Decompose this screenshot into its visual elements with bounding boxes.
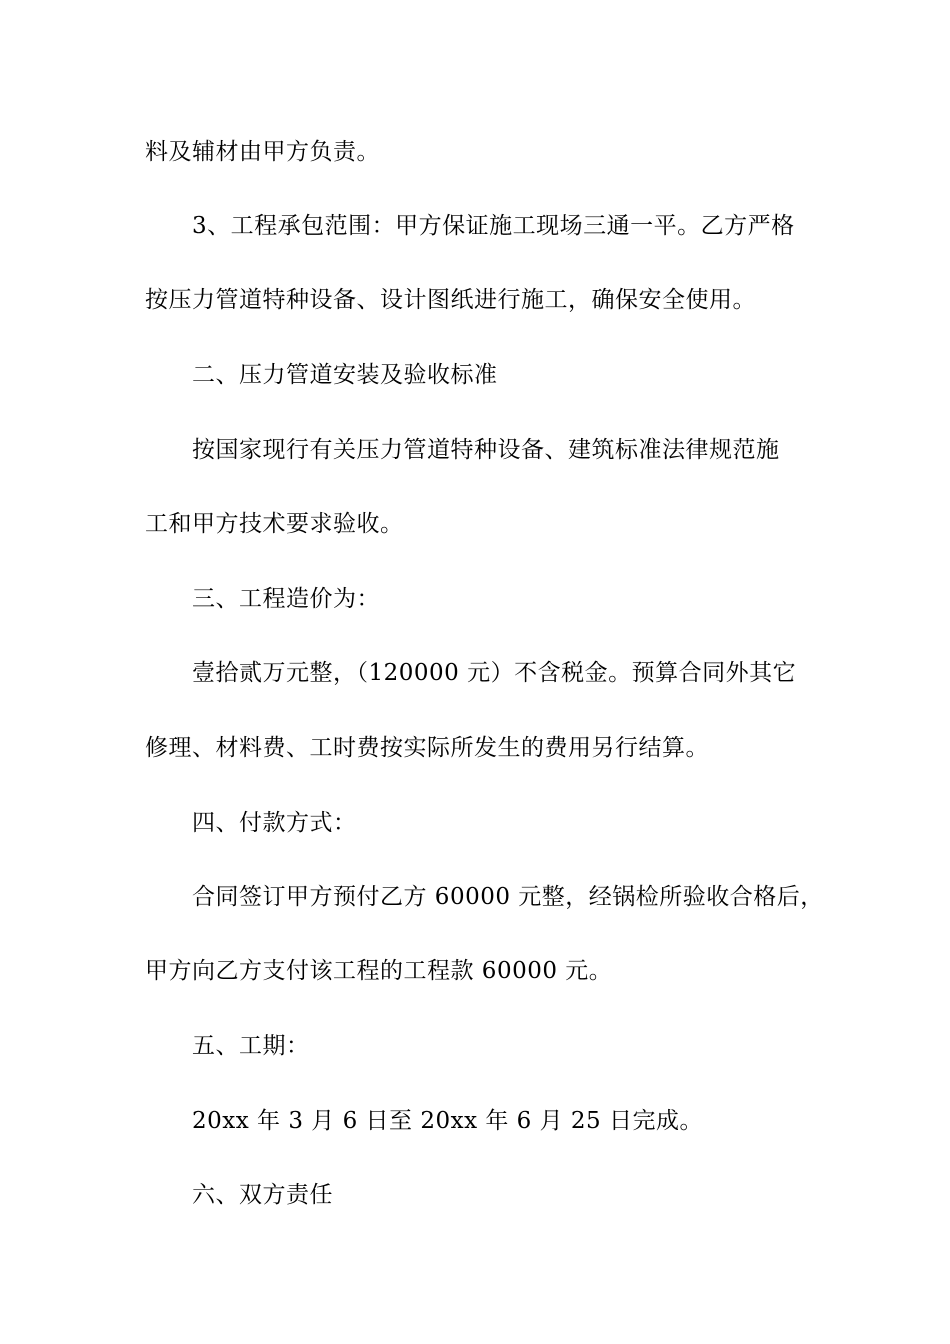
section-heading: 四、付款方式：	[192, 810, 357, 836]
paragraph-line: 甲方向乙方支付该工程的工程款 60000 元。	[145, 958, 613, 984]
section-heading: 三、工程造价为：	[192, 586, 380, 612]
paragraph-line: 按压力管道特种设备、设计图纸进行施工，确保安全使用。	[145, 287, 756, 313]
paragraph-line: 工和甲方技术要求验收。	[145, 511, 404, 537]
paragraph-line: 20xx 年 3 月 6 日至 20xx 年 6 月 25 日完成。	[192, 1108, 704, 1134]
paragraph-line: 按国家现行有关压力管道特种设备、建筑标准法律规范施	[192, 437, 780, 463]
section-heading: 六、双方责任	[192, 1182, 333, 1208]
paragraph-line: 壹拾贰万元整，（120000 元）不含税金。预算合同外其它	[192, 660, 797, 686]
paragraph-line: 修理、材料费、工时费按实际所发生的费用另行结算。	[145, 735, 709, 761]
paragraph-line: 料及辅材由甲方负责。	[145, 139, 380, 165]
section-heading: 五、工期：	[192, 1033, 310, 1059]
paragraph-line: 3、工程承包范围：甲方保证施工现场三通一平。乙方严格	[192, 213, 795, 239]
section-heading: 二、压力管道安装及验收标准	[192, 362, 498, 388]
paragraph-line: 合同签订甲方预付乙方 60000 元整，经锅检所验收合格后，	[192, 884, 824, 910]
